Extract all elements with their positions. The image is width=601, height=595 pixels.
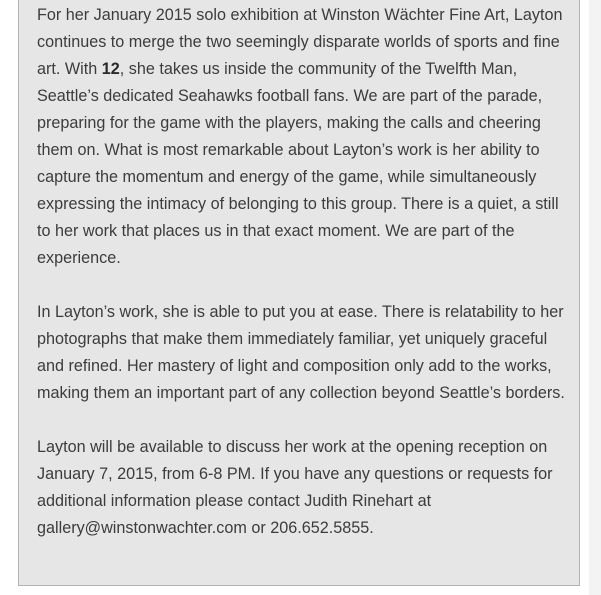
paragraph-reception: Layton will be available to discuss her work at the opening reception on January 7, 2015, from 6-8 PM. If you have any questions or requests for additional information please contact Judith Rinehart at gallery@winstonwachter.com or 206.652.5855.: [37, 438, 553, 537]
paragraph-exhibition-body: , she takes us inside the community of the Twelfth Man, Seattle’s dedicated Seahawks football fans. We are part of the parade, preparing for the game with the players, making the calls and cheering them on. What is most remarkable about Layton’s work is her ability to capture the momentum and energy of the game, while simultaneously expressing the intimacy of belonging to this group. There is a quiet, a still to her work that places us in that exact moment. We are part of the experience.: [37, 60, 559, 267]
exhibition-title: 12: [101, 60, 120, 78]
paragraph-exhibition: [37, 2, 567, 272]
press-release-panel: [18, 0, 580, 586]
paragraph-work: In Layton’s work, she is able to put you at ease. There is relatability to her photographs that make them immediately familiar, yet uniquely graceful and refined. Her mastery of light and composition only add to the works, making them an important part of any collection beyond Seattle’s borders.: [37, 303, 565, 402]
paragraph-exhibition-intro: For her January 2015 solo exhibition at Winston Wächter Fine Art, Layton continues to merge the two seemingly disparate worlds of sports and fine art. With: [37, 6, 563, 78]
press-release-text: [37, 2, 567, 569]
page-edge-strip: [589, 0, 601, 595]
